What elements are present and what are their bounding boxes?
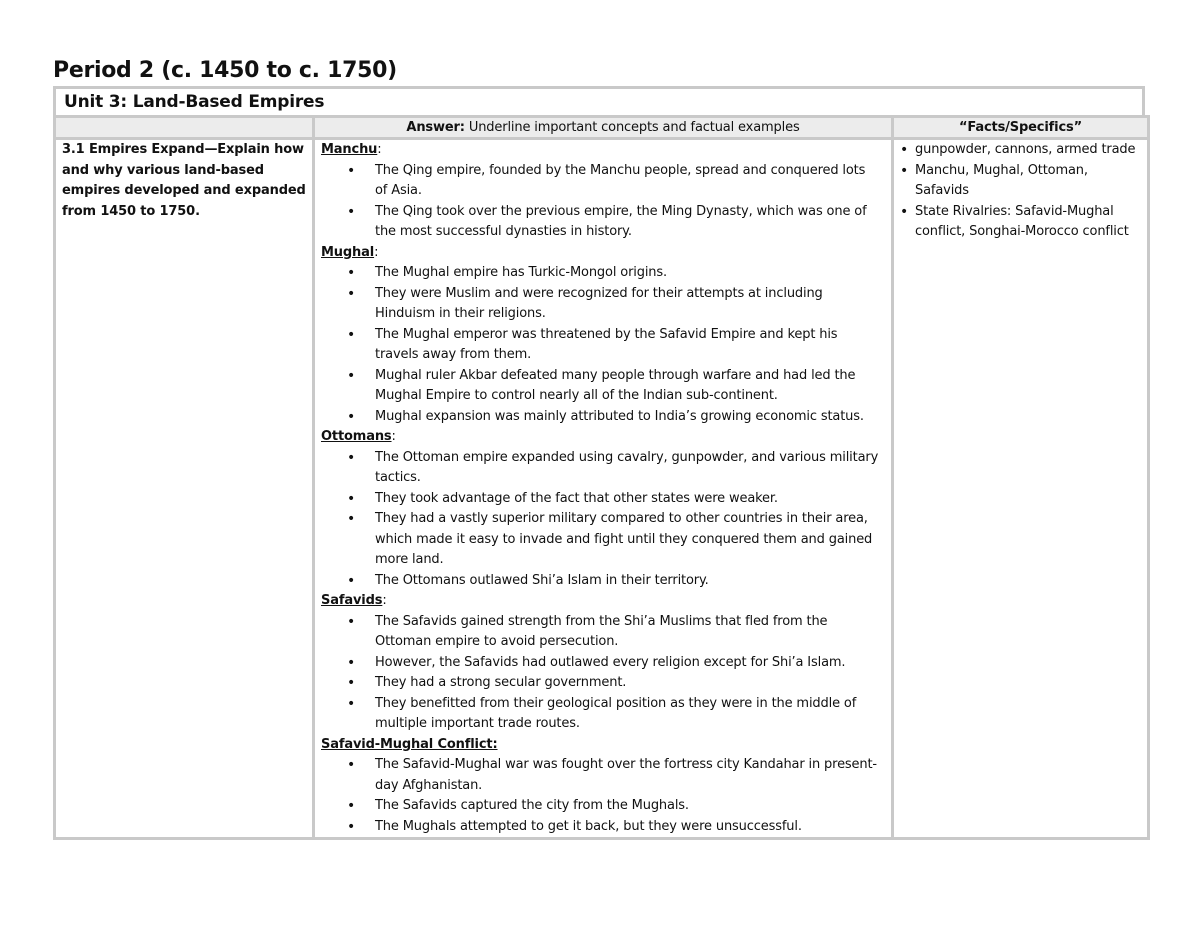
section-bullet-list bbox=[321, 612, 887, 735]
section-bullet-list bbox=[321, 448, 887, 592]
list-item: • They had a strong secular government. bbox=[321, 673, 887, 694]
list-item: • The Qing empire, founded by the Manchu people, spread and conquered lots of Asia. bbox=[321, 161, 887, 202]
answer-section bbox=[321, 140, 887, 243]
section-heading-colon: : bbox=[391, 429, 396, 444]
answer-section bbox=[321, 591, 887, 735]
facts-cell bbox=[893, 139, 1149, 839]
list-item: • The Mughals attempted to get it back, but they were unsuccessful. bbox=[321, 817, 887, 838]
table-header-row bbox=[55, 117, 1149, 139]
list-item: • They were Muslim and were recognized for their attempts at including Hinduism in their religions. bbox=[321, 284, 887, 325]
section-heading-line bbox=[321, 427, 887, 448]
section-heading-colon: : bbox=[377, 142, 382, 157]
list-item: • However, the Safavids had outlawed every religion except for Shi’a Islam. bbox=[321, 653, 887, 674]
answer-section bbox=[321, 427, 887, 591]
section-heading: Safavids bbox=[321, 593, 383, 608]
section-heading: Mughal bbox=[321, 244, 375, 260]
section-heading-line bbox=[321, 243, 887, 264]
list-item: • The Ottoman empire expanded using cavalry, gunpowder, and various military tactics. bbox=[321, 448, 887, 489]
question-cell bbox=[55, 139, 314, 839]
list-item: • Mughal ruler Akbar defeated many people through warfare and had led the Mughal Empire to control nearly all of the Indian sub-continent. bbox=[321, 366, 887, 407]
facts-header-label: “Facts/Specifics” bbox=[958, 120, 1083, 135]
answer-header-label: Answer: bbox=[406, 120, 465, 135]
list-item: • The Qing took over the previous empire, the Ming Dynasty, which was one of the most successful dynasties in history. bbox=[321, 202, 887, 243]
section-heading: Manchu bbox=[321, 142, 378, 157]
list-item: • They had a vastly superior military compared to other countries in their area, which made it easy to invade and fight until they conquered them and gained more land. bbox=[321, 509, 887, 571]
fact-item: • gunpowder, cannons, armed trade bbox=[900, 140, 1143, 161]
answer-cell bbox=[314, 139, 893, 839]
answer-header-instruction: Underline important concepts and factual examples bbox=[464, 120, 800, 135]
list-item: • They benefitted from their geological position as they were in the middle of multiple important trade routes. bbox=[321, 694, 887, 735]
list-item: • The Safavids captured the city from the Mughals. bbox=[321, 796, 887, 817]
section-heading-colon: : bbox=[382, 593, 387, 608]
list-item: • The Mughal emperor was threatened by the Safavid Empire and kept his travels away from them. bbox=[321, 325, 887, 366]
section-bullet-list bbox=[321, 263, 887, 427]
section-bullet-list bbox=[321, 161, 887, 243]
answer-section bbox=[321, 243, 887, 428]
list-item: • The Safavid-Mughal war was fought over the fortress city Kandahar in present-day Afghanistan. bbox=[321, 755, 887, 796]
page-title: Period 2 (c. 1450 to c. 1750) bbox=[53, 58, 397, 83]
answer-column-header bbox=[314, 117, 893, 139]
list-item: • The Ottomans outlawed Shi’a Islam in their territory. bbox=[321, 571, 887, 592]
section-bullet-list bbox=[321, 755, 887, 837]
section-heading: Ottomans bbox=[321, 429, 392, 444]
list-item: • They took advantage of the fact that other states were weaker. bbox=[321, 489, 887, 510]
fact-item: • Manchu, Mughal, Ottoman, Safavids bbox=[900, 161, 1143, 202]
table-row bbox=[55, 139, 1149, 839]
answer-sections bbox=[321, 140, 887, 837]
question-column-header bbox=[55, 117, 314, 139]
section-heading-colon: : bbox=[374, 244, 379, 260]
study-guide-table bbox=[53, 115, 1150, 840]
section-heading: Safavid-Mughal Conflict: bbox=[321, 736, 498, 752]
answer-section bbox=[321, 735, 887, 838]
list-item: • The Safavids gained strength from the Shi’a Muslims that fled from the Ottoman empire to avoid persecution. bbox=[321, 612, 887, 653]
list-item: • The Mughal empire has Turkic-Mongol origins. bbox=[321, 263, 887, 284]
section-heading-line bbox=[321, 591, 887, 612]
fact-item: • State Rivalries: Safavid-Mughal conflict, Songhai-Morocco conflict bbox=[900, 202, 1143, 243]
unit-title-row bbox=[53, 86, 1145, 115]
question-text: 3.1 Empires Expand—Explain how and why various land-based empires developed and expanded from 1450 to 1750. bbox=[62, 142, 306, 219]
facts-list bbox=[900, 140, 1143, 243]
facts-column-header bbox=[893, 117, 1149, 139]
unit-title: Unit 3: Land-Based Empires bbox=[64, 92, 325, 112]
section-heading-line bbox=[321, 735, 887, 756]
list-item: • Mughal expansion was mainly attributed to India’s growing economic status. bbox=[321, 407, 887, 428]
section-heading-line bbox=[321, 140, 887, 161]
